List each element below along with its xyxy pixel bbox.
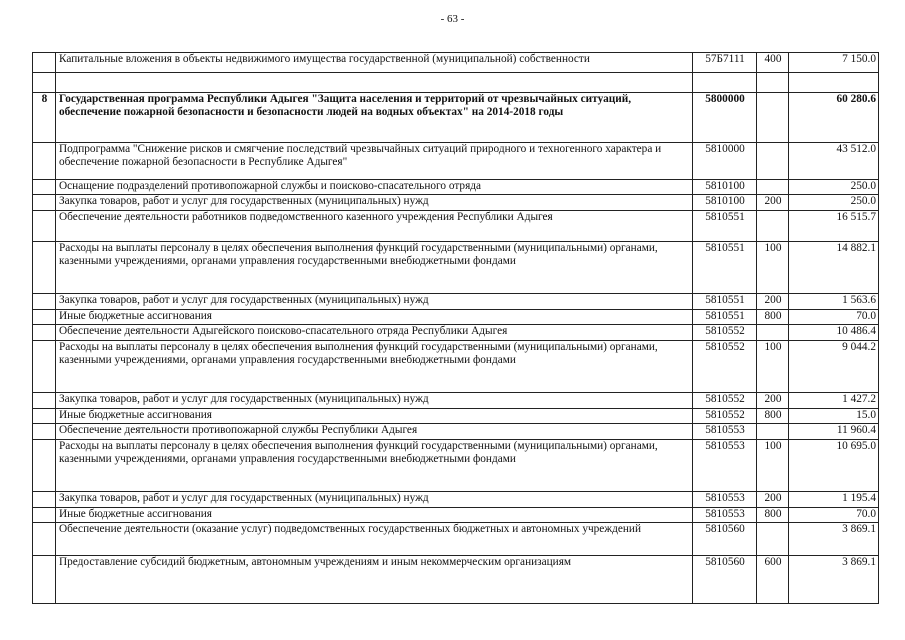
row-amount: 10 695.0 [789, 440, 879, 492]
row-amount: 10 486.4 [789, 325, 879, 341]
row-number [33, 523, 56, 556]
row-name: Иные бюджетные ассигнования [56, 310, 693, 325]
row-name: Подпрограмма "Снижение рисков и смягчение последствий чрезвычайных ситуаций природного и техногенного характера и обеспечение пожарной безопасности в Республике Адыгея" [56, 143, 693, 180]
row-code: 5810551 [693, 294, 757, 310]
row-name: Расходы на выплаты персоналу в целях обеспечения выполнения функций государственными (муниципальными) органами, казенными учреждениями, органами управления государственными внебюджетными фондами [56, 242, 693, 294]
row-expense-type [757, 180, 789, 195]
row-name: Предоставление субсидий бюджетным, автономным учреждениям и иным некоммерческим организациям [56, 556, 693, 604]
row-number [33, 440, 56, 492]
row-number [33, 409, 56, 424]
row-amount: 1 563.6 [789, 294, 879, 310]
row-amount: 16 515.7 [789, 211, 879, 242]
row-amount: 7 150.0 [789, 53, 879, 73]
table-row [33, 393, 879, 409]
spacer-cell [56, 73, 693, 93]
row-number [33, 143, 56, 180]
table-row [33, 523, 879, 556]
row-amount: 43 512.0 [789, 143, 879, 180]
row-code: 5810551 [693, 310, 757, 325]
page-number: - 63 - [440, 13, 465, 25]
row-name: Обеспечение деятельности Адыгейского поисково-спасательного отряда Республики Адыгея [56, 325, 693, 341]
row-amount: 250.0 [789, 195, 879, 211]
row-code: 5810000 [693, 143, 757, 180]
row-code: 5810553 [693, 508, 757, 523]
table-row [33, 242, 879, 294]
table-row [33, 310, 879, 325]
row-name: Закупка товаров, работ и услуг для государственных (муниципальных) нужд [56, 492, 693, 508]
row-name: Расходы на выплаты персоналу в целях обеспечения выполнения функций государственными (муниципальными) органами, казенными учреждениями, органами управления государственными внебюджетными фондами [56, 440, 693, 492]
row-number [33, 424, 56, 440]
row-code: 5810560 [693, 523, 757, 556]
table-row [33, 180, 879, 195]
row-name: Закупка товаров, работ и услуг для государственных (муниципальных) нужд [56, 393, 693, 409]
row-expense-type [757, 325, 789, 341]
row-code: 5810553 [693, 424, 757, 440]
row-code: 5810100 [693, 180, 757, 195]
row-amount: 1 427.2 [789, 393, 879, 409]
row-expense-type: 800 [757, 409, 789, 424]
table-row [33, 325, 879, 341]
row-amount: 250.0 [789, 180, 879, 195]
row-expense-type [757, 211, 789, 242]
row-amount: 15.0 [789, 409, 879, 424]
row-expense-type: 600 [757, 556, 789, 604]
budget-table [32, 52, 879, 604]
row-code: 5810552 [693, 341, 757, 393]
row-expense-type: 200 [757, 195, 789, 211]
table-row [33, 508, 879, 523]
row-expense-type: 200 [757, 492, 789, 508]
row-code: 5810560 [693, 556, 757, 604]
row-expense-type: 100 [757, 440, 789, 492]
row-amount: 70.0 [789, 310, 879, 325]
row-number [33, 195, 56, 211]
table-row [33, 53, 879, 73]
row-expense-type [757, 93, 789, 143]
row-amount: 3 869.1 [789, 523, 879, 556]
row-number [33, 53, 56, 73]
row-number: 8 [33, 93, 56, 143]
row-code: 5810551 [693, 242, 757, 294]
row-code: 57Б7111 [693, 53, 757, 73]
row-code: 5810100 [693, 195, 757, 211]
row-name: Обеспечение деятельности (оказание услуг) подведомственных государственных бюджетных и автономных учреждений [56, 523, 693, 556]
row-amount: 1 195.4 [789, 492, 879, 508]
row-expense-type: 800 [757, 310, 789, 325]
row-expense-type: 100 [757, 341, 789, 393]
table-row [33, 294, 879, 310]
row-code: 5800000 [693, 93, 757, 143]
row-expense-type [757, 424, 789, 440]
row-code: 5810552 [693, 325, 757, 341]
row-name: Оснащение подразделений противопожарной службы и поисково-спасательного отряда [56, 180, 693, 195]
budget-table-body [33, 53, 879, 604]
row-expense-type: 200 [757, 393, 789, 409]
spacer-cell [757, 73, 789, 93]
row-number [33, 492, 56, 508]
spacer-cell [693, 73, 757, 93]
row-number [33, 393, 56, 409]
row-number [33, 294, 56, 310]
row-amount: 9 044.2 [789, 341, 879, 393]
row-code: 5810552 [693, 409, 757, 424]
row-name: Капитальные вложения в объекты недвижимого имущества государственной (муниципальной) собственности [56, 53, 693, 73]
row-expense-type: 100 [757, 242, 789, 294]
row-amount: 3 869.1 [789, 556, 879, 604]
spacer-row [33, 73, 879, 93]
row-name: Государственная программа Республики Адыгея "Защита населения и территорий от чрезвычайных ситуаций, обеспечение пожарной безопасности и безопасности людей на водных объектах" на 2014-2018 годы [56, 93, 693, 143]
row-name: Закупка товаров, работ и услуг для государственных (муниципальных) нужд [56, 195, 693, 211]
row-name: Обеспечение деятельности работников подведомственного казенного учреждения Республики Адыгея [56, 211, 693, 242]
table-row [33, 93, 879, 143]
row-expense-type [757, 523, 789, 556]
row-code: 5810553 [693, 440, 757, 492]
row-number [33, 325, 56, 341]
row-name: Расходы на выплаты персоналу в целях обеспечения выполнения функций государственными (муниципальными) органами, казенными учреждениями, органами управления государственными внебюджетными фондами [56, 341, 693, 393]
row-expense-type: 800 [757, 508, 789, 523]
row-number [33, 242, 56, 294]
row-amount: 70.0 [789, 508, 879, 523]
row-code: 5810553 [693, 492, 757, 508]
row-number [33, 341, 56, 393]
table-row [33, 424, 879, 440]
table-row [33, 341, 879, 393]
spacer-cell [33, 73, 56, 93]
row-expense-type: 200 [757, 294, 789, 310]
table-row [33, 195, 879, 211]
table-row [33, 440, 879, 492]
table-row [33, 143, 879, 180]
row-name: Иные бюджетные ассигнования [56, 409, 693, 424]
row-amount: 14 882.1 [789, 242, 879, 294]
table-row [33, 409, 879, 424]
row-number [33, 211, 56, 242]
table-row [33, 556, 879, 604]
row-name: Обеспечение деятельности противопожарной службы Республики Адыгея [56, 424, 693, 440]
row-name: Закупка товаров, работ и услуг для государственных (муниципальных) нужд [56, 294, 693, 310]
row-code: 5810551 [693, 211, 757, 242]
row-name: Иные бюджетные ассигнования [56, 508, 693, 523]
row-expense-type [757, 143, 789, 180]
table-row [33, 492, 879, 508]
row-number [33, 180, 56, 195]
row-expense-type: 400 [757, 53, 789, 73]
spacer-cell [789, 73, 879, 93]
table-row [33, 211, 879, 242]
row-amount: 60 280.6 [789, 93, 879, 143]
row-code: 5810552 [693, 393, 757, 409]
row-number [33, 556, 56, 604]
row-number [33, 310, 56, 325]
row-amount: 11 960.4 [789, 424, 879, 440]
row-number [33, 508, 56, 523]
